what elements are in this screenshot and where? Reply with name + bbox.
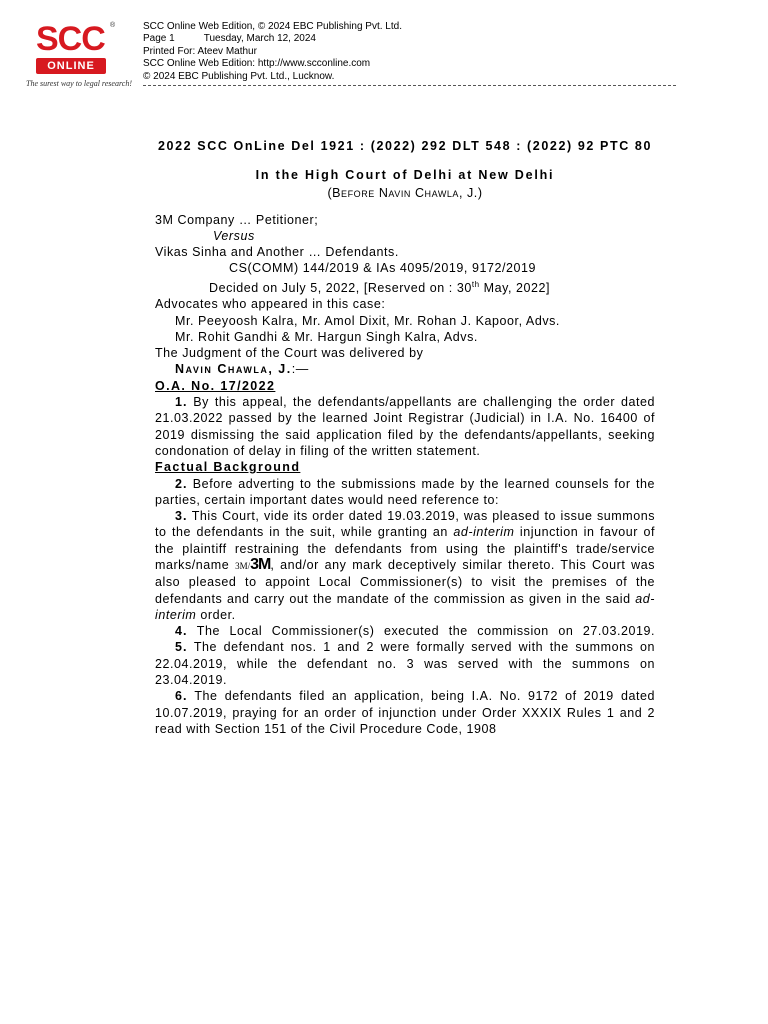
advocates-line-1: Mr. Peeyoosh Kalra, Mr. Amol Dixit, Mr. Rohan J. Kapoor, Advs. xyxy=(175,313,560,328)
judge-suffix: :— xyxy=(291,362,309,377)
paragraph-1 xyxy=(155,394,655,459)
header-edition: SCC Online Web Edition, © 2024 EBC Publishing Pvt. Ltd. xyxy=(143,21,402,32)
factual-background-heading: Factual Background xyxy=(155,460,301,475)
header-page-date xyxy=(143,33,402,45)
advocates-label: Advocates who appeared in this case: xyxy=(155,297,386,312)
logo-tagline: The surest way to legal research! xyxy=(26,79,132,88)
judge-name: Navin Chawla, J. xyxy=(175,362,292,377)
header-copyright: © 2024 EBC Publishing Pvt. Ltd., Lucknow. xyxy=(143,70,335,82)
decided-suffix: May, 2022] xyxy=(479,280,551,295)
defendants: Vikas Sinha and Another … Defendants. xyxy=(155,245,399,260)
judge-line xyxy=(155,361,655,377)
decided-sup: th xyxy=(471,279,480,289)
para-5-text: The defendant nos. 1 and 2 were formally served with the summons on 22.04.2019, while the defendant no. 3 was served with the summons on 23.04.2019. xyxy=(155,640,655,688)
para-4-text: The Local Commissioner(s) executed the commission on 27.03.2019. xyxy=(187,624,655,639)
versus xyxy=(155,228,655,244)
petitioner: 3M Company … Petitioner; xyxy=(155,212,319,227)
advocates-line-2: Mr. Rohit Gandhi & Mr. Hargun Singh Kalra, Advs. xyxy=(175,329,478,344)
versus-text: Versus xyxy=(213,228,255,243)
oa-heading: O.A. No. 17/2022 xyxy=(155,378,276,393)
para-6-text: The defendants filed an application, being I.A. No. 9172 of 2019 dated 10.07.2019, praying for an order of injunction under Order XXXIX Rules 1 and 2 read with Section 151 of the Civil Procedure Code, 1908 xyxy=(155,689,655,736)
judgment-intro: The Judgment of the Court was delivered by xyxy=(155,346,424,361)
logo-brand: SCC xyxy=(36,20,105,58)
para-3-text-b: injunction in favour of the plaintiff restraining the defendants from using the plaintiff's trade/service marks/name xyxy=(155,525,655,572)
logo-online-badge: ONLINE xyxy=(36,58,106,74)
paragraph-5 xyxy=(155,639,655,688)
header-date: Tuesday, March 12, 2024 xyxy=(203,33,316,45)
para-2-text: Before adverting to the submissions made by the learned counsels for the parties, certain important dates would need reference to: xyxy=(155,476,655,507)
case-number: CS(COMM) 144/2019 & IAs 4095/2019, 9172/2019 xyxy=(229,261,537,276)
para-3-italic-b: ad-interim xyxy=(155,591,655,622)
header-web: SCC Online Web Edition: http://www.scconline.com xyxy=(143,58,371,70)
para-3-text-d: order. xyxy=(196,607,236,622)
judgment-document xyxy=(155,138,655,737)
paragraph-2 xyxy=(155,476,655,509)
decided-on xyxy=(155,277,655,296)
para-4-number: 4. xyxy=(175,624,188,639)
paragraph-6 xyxy=(155,688,655,737)
scc-online-logo xyxy=(22,20,134,92)
3m-logo-mark: 3M xyxy=(250,555,271,573)
header-printed-for: Printed For: Ateev Mathur xyxy=(143,45,257,57)
para-3-mark-small: 3M/ xyxy=(235,560,251,571)
para-3-number: 3. xyxy=(175,509,188,524)
para-6-number: 6. xyxy=(175,689,188,704)
bench: (Before Navin Chawla, J.) xyxy=(327,186,483,201)
paragraph-3 xyxy=(155,508,655,623)
para-5-number: 5. xyxy=(175,640,188,655)
para-3-text-a: This Court, vide its order dated 19.03.2019, was pleased to issue summons to the defendants in the suit, while granting an xyxy=(155,509,655,540)
court-name: In the High Court of Delhi at New Delhi xyxy=(255,168,555,182)
para-1-text: By this appeal, the defendants/appellants are challenging the order dated 21.03.2022 passed by the learned Joint Registrar (Judicial) in I.A. No. 16400 of 2019 dismissing the said application filed by the defendants/appellants, seeking condonation of delay in filing of the written statement. xyxy=(155,395,655,458)
paragraph-4 xyxy=(155,623,655,639)
header-page: Page 1 xyxy=(143,33,175,45)
header-divider xyxy=(143,85,676,86)
citation: 2022 SCC OnLine Del 1921 : (2022) 292 DLT 548 : (2022) 92 PTC 80 xyxy=(157,139,652,153)
logo-registered-mark: ® xyxy=(110,22,116,29)
para-1-number: 1. xyxy=(175,395,188,410)
header-info xyxy=(143,21,402,83)
para-3-text-c: , and/or any mark deceptively similar thereto. This Court was also pleased to appoint Local Commissioner(s) to visit the premises of the defendants and carry out the mandate of the commission as given in the said xyxy=(155,557,656,606)
para-2-number: 2. xyxy=(175,476,188,491)
page-header xyxy=(0,0,768,100)
para-3-italic-a: ad-interim xyxy=(453,525,515,540)
decided-prefix: Decided on July 5, 2022, [Reserved on : 30 xyxy=(209,280,472,295)
